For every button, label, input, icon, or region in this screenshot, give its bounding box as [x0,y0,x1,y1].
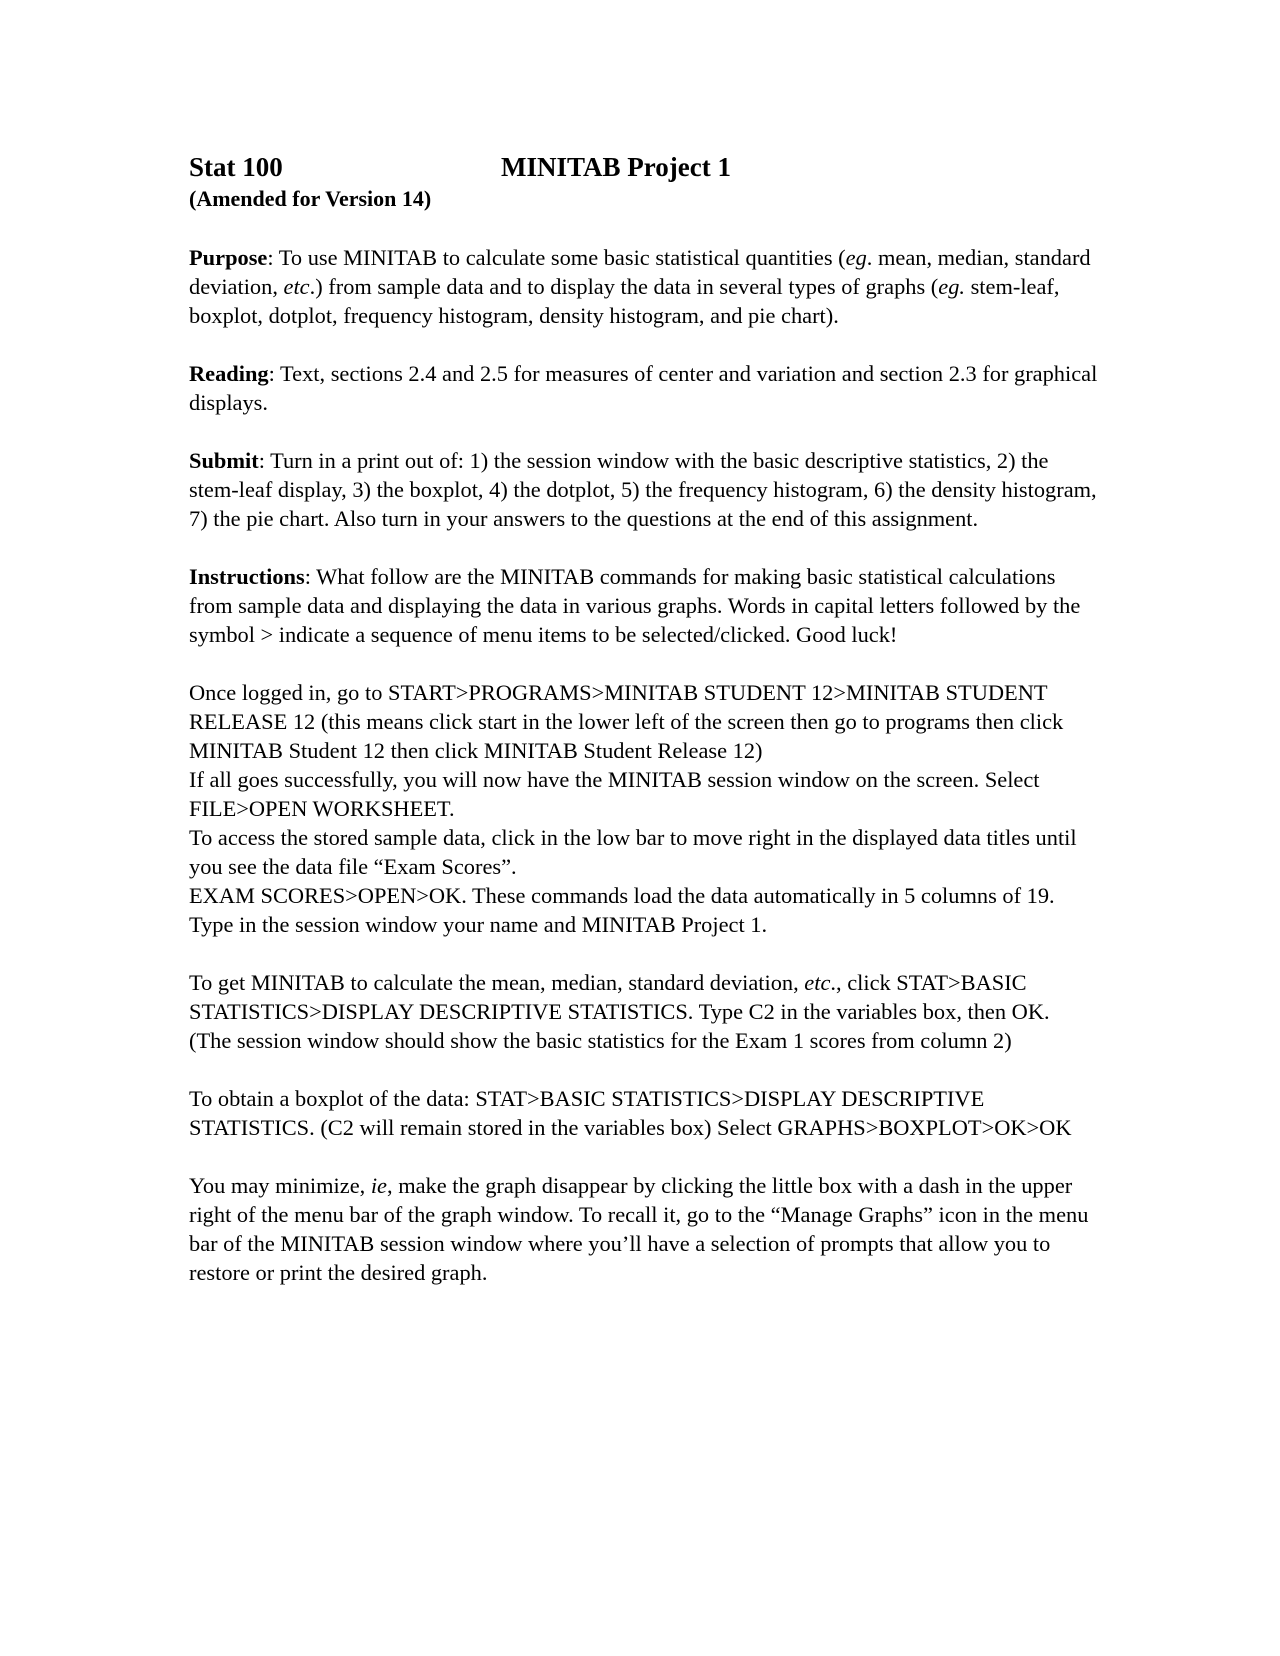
access-step: To access the stored sample data, click in the low bar to move right in the displayed data titles until you see the data file “Exam Scores”. [189,825,1077,879]
course-name: Stat 100 [189,152,283,182]
stats-text-2: ., click STAT>BASIC STATISTICS>DISPLAY DESCRIPTIVE STATISTICS. Type C2 in the variables box, then OK. [189,970,1050,1024]
instructions-paragraph [189,562,1099,649]
submit-paragraph [189,446,1099,533]
submit-text: : Turn in a print out of: 1) the session window with the basic descriptive statistics, 2) the stem-leaf display, 3) the boxplot, 4) the dotplot, 5) the frequency histogram, 6) the density histogram, 7) the pie chart. Also turn in your answers to the questions at the end of this assignment. [189,448,1097,531]
minimize-italic-1: ie [370,1173,387,1198]
minimize-text-2: , make the graph disappear by clicking the little box with a dash in the upper right of the menu bar of the graph window. To recall it, go to the “Manage Graphs” icon in the menu bar of the MINITAB session window where you’ll have a selection of prompts that allow you to restore or print the desired graph. [189,1173,1089,1285]
instructions-label: Instructions [189,564,305,589]
type-step: Type in the session window your name and MINITAB Project 1. [189,912,768,937]
purpose-text-3: .) from sample data and to display the data in several types of graphs ( [309,274,939,299]
stats-note: (The session window should show the basic statistics for the Exam 1 scores from column 2) [189,1028,1012,1053]
document-content [189,150,1099,1287]
boxplot-paragraph: To obtain a boxplot of the data: STAT>BASIC STATISTICS>DISPLAY DESCRIPTIVE STATISTICS. (C2 will remain stored in the variables box) Select GRAPHS>BOXPLOT>OK>OK [189,1086,1072,1140]
purpose-italic-1: eg [845,245,867,270]
purpose-label: Purpose [189,245,268,270]
reading-label: Reading [189,361,269,386]
stats-italic-1: etc [804,970,831,995]
reading-text: : Text, sections 2.4 and 2.5 for measures of center and variation and section 2.3 for graphical displays. [189,361,1098,415]
login-step: Once logged in, go to START>PROGRAMS>MINITAB STUDENT 12>MINITAB STUDENT RELEASE 12 (this means click start in the lower left of the screen then go to programs then click MINITAB Student 12 then click MINITAB Student Release 12) [189,680,1064,763]
purpose-text-4: stem-leaf, boxplot, dotplot, frequency histogram, density histogram, and pie chart). [189,274,1060,328]
instructions-text: : What follow are the MINITAB commands for making basic statistical calculations from sample data and displaying the data in various graphs. Words in capital letters followed by the symbol > indicate a sequence of menu items to be selected/clicked. Good luck! [189,564,1081,647]
purpose-italic-2: etc [283,274,310,299]
stats-text-1: To get MINITAB to calculate the mean, median, standard deviation, [189,970,805,995]
purpose-text-1: : To use MINITAB to calculate some basic statistical quantities ( [267,245,846,270]
minimize-paragraph [189,1171,1099,1287]
minimize-text-1: You may minimize, [189,1173,371,1198]
reading-paragraph [189,359,1099,417]
title-row [189,150,1099,184]
submit-label: Submit [189,448,259,473]
document-subtitle: (Amended for Version 14) [189,186,432,211]
load-step: EXAM SCORES>OPEN>OK. These commands load the data automatically in 5 columns of 19. [189,883,1055,908]
session-step: If all goes successfully, you will now have the MINITAB session window on the screen. Select FILE>OPEN WORKSHEET. [189,767,1040,821]
stats-paragraph [189,968,1099,1026]
document-title: MINITAB Project 1 [501,152,731,182]
purpose-italic-3: eg. [938,274,965,299]
purpose-text-2: . mean, median, standard deviation, [189,245,1091,299]
purpose-paragraph [189,243,1099,330]
